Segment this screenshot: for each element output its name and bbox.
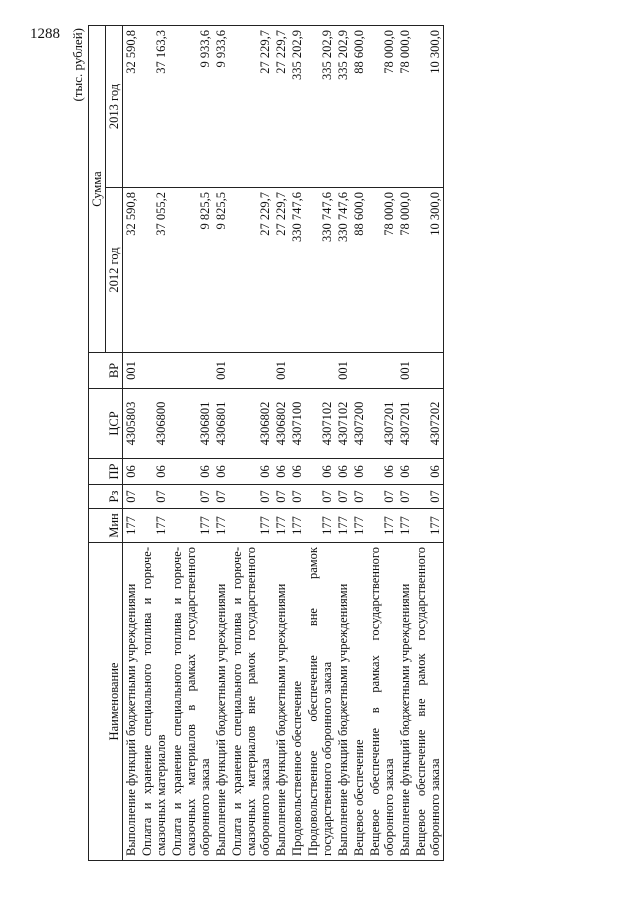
cell-2013: 9 933,6	[213, 26, 229, 188]
cell-rz: 07	[351, 485, 367, 509]
cell-rz: 07	[123, 485, 140, 509]
cell-2013: 78 000,0	[397, 26, 413, 188]
table-body	[123, 26, 444, 861]
cell-vr	[351, 353, 367, 389]
header-pr: ПР	[89, 459, 123, 485]
cell-2012: 330 747,6	[305, 188, 335, 353]
cell-vr	[229, 353, 273, 389]
cell-2012: 88 600,0	[351, 188, 367, 353]
cell-min: 177	[169, 509, 213, 543]
cell-name: Выполнение функций бюджетными учреждениями	[335, 543, 351, 861]
header-csr: ЦСР	[89, 389, 123, 459]
cell-2012: 78 000,0	[367, 188, 397, 353]
cell-2012: 37 055,2	[139, 188, 169, 353]
cell-rz: 07	[367, 485, 397, 509]
cell-min: 177	[351, 509, 367, 543]
cell-csr: 4307100	[289, 389, 305, 459]
cell-vr: 001	[397, 353, 413, 389]
table-row	[335, 26, 351, 861]
cell-2012: 32 590,8	[123, 188, 140, 353]
header-2012: 2012 год	[106, 188, 123, 353]
cell-2012: 10 300,0	[413, 188, 444, 353]
cell-vr: 001	[213, 353, 229, 389]
cell-2013: 335 202,9	[305, 26, 335, 188]
cell-pr: 06	[123, 459, 140, 485]
cell-csr: 4307201	[397, 389, 413, 459]
cell-min: 177	[289, 509, 305, 543]
cell-rz: 07	[305, 485, 335, 509]
header-2013: 2013 год	[106, 26, 123, 188]
cell-rz: 07	[335, 485, 351, 509]
cell-2012: 9 825,5	[169, 188, 213, 353]
table-header	[89, 26, 123, 861]
table-row	[289, 26, 305, 861]
cell-pr: 06	[273, 459, 289, 485]
cell-vr	[139, 353, 169, 389]
cell-vr	[289, 353, 305, 389]
cell-min: 177	[335, 509, 351, 543]
cell-vr: 001	[123, 353, 140, 389]
cell-2012: 9 825,5	[213, 188, 229, 353]
cell-csr: 4306802	[273, 389, 289, 459]
cell-name: Продовольственное обеспечение	[289, 543, 305, 861]
table-row	[397, 26, 413, 861]
header-name: Наименование	[89, 543, 123, 861]
header-sum: Сумма	[89, 26, 106, 353]
rotated-page	[30, 26, 570, 861]
cell-2012: 27 229,7	[273, 188, 289, 353]
cell-min: 177	[213, 509, 229, 543]
cell-rz: 07	[169, 485, 213, 509]
table-row	[169, 26, 213, 861]
cell-csr: 4306800	[139, 389, 169, 459]
cell-pr: 06	[413, 459, 444, 485]
cell-rz: 07	[229, 485, 273, 509]
cell-2013: 27 229,7	[229, 26, 273, 188]
cell-name: Выполнение функций бюджетными учреждениями	[273, 543, 289, 861]
table-row	[229, 26, 273, 861]
cell-pr: 06	[139, 459, 169, 485]
cell-csr: 4305803	[123, 389, 140, 459]
header-min: Мин	[89, 509, 123, 543]
cell-2012: 330 747,6	[335, 188, 351, 353]
cell-rz: 07	[213, 485, 229, 509]
table-row	[273, 26, 289, 861]
cell-name: Выполнение функций бюджетными учреждениями	[397, 543, 413, 861]
cell-csr: 4307202	[413, 389, 444, 459]
table-row	[305, 26, 335, 861]
cell-pr: 06	[305, 459, 335, 485]
cell-pr: 06	[335, 459, 351, 485]
cell-2013: 37 163,3	[139, 26, 169, 188]
header-vr: ВР	[89, 353, 123, 389]
cell-min: 177	[413, 509, 444, 543]
cell-name: Выполнение функций бюджетными учреждениями	[123, 543, 140, 861]
cell-csr: 4307201	[367, 389, 397, 459]
cell-min: 177	[305, 509, 335, 543]
cell-2013: 9 933,6	[169, 26, 213, 188]
cell-rz: 07	[413, 485, 444, 509]
cell-name: Вещевое обеспечение	[351, 543, 367, 861]
cell-vr: 001	[335, 353, 351, 389]
cell-rz: 07	[397, 485, 413, 509]
table-row	[367, 26, 397, 861]
cell-rz: 07	[289, 485, 305, 509]
cell-csr: 4306801	[213, 389, 229, 459]
cell-vr	[305, 353, 335, 389]
cell-pr: 06	[229, 459, 273, 485]
cell-2013: 10 300,0	[413, 26, 444, 188]
cell-2012: 330 747,6	[289, 188, 305, 353]
cell-pr: 06	[213, 459, 229, 485]
cell-2013: 335 202,9	[289, 26, 305, 188]
cell-name: Вещевое обеспечение вне рамок государственного оборонного заказа	[413, 543, 444, 861]
cell-2013: 27 229,7	[273, 26, 289, 188]
page-number: 1288	[30, 26, 60, 42]
cell-min: 177	[273, 509, 289, 543]
cell-vr: 001	[273, 353, 289, 389]
cell-pr: 06	[289, 459, 305, 485]
cell-2012: 78 000,0	[397, 188, 413, 353]
cell-csr: 4307200	[351, 389, 367, 459]
cell-name: Выполнение функций бюджетными учреждениями	[213, 543, 229, 861]
table-row	[123, 26, 140, 861]
cell-csr: 4307102	[335, 389, 351, 459]
cell-min: 177	[139, 509, 169, 543]
cell-name: Оплата и хранение специального топлива и горюче-смазочных материалов вне рамок государственного оборонного заказа	[229, 543, 273, 861]
table-row	[213, 26, 229, 861]
table-row	[139, 26, 169, 861]
cell-2013: 88 600,0	[351, 26, 367, 188]
cell-2013: 78 000,0	[367, 26, 397, 188]
cell-vr	[413, 353, 444, 389]
cell-csr: 4307102	[305, 389, 335, 459]
cell-2012: 27 229,7	[229, 188, 273, 353]
cell-name: Оплата и хранение специального топлива и горюче-смазочных материалов	[139, 543, 169, 861]
table-row	[351, 26, 367, 861]
cell-2013: 32 590,8	[123, 26, 140, 188]
cell-name: Вещевое обеспечение в рамках государственного оборонного заказа	[367, 543, 397, 861]
unit-note: (тыс. рублей)	[70, 28, 85, 102]
cell-min: 177	[367, 509, 397, 543]
cell-pr: 06	[169, 459, 213, 485]
cell-csr: 4306801	[169, 389, 213, 459]
cell-rz: 07	[139, 485, 169, 509]
cell-name: Оплата и хранение специального топлива и горюче-смазочных материалов в рамках государственного оборонного заказа	[169, 543, 213, 861]
cell-min: 177	[397, 509, 413, 543]
cell-csr: 4306802	[229, 389, 273, 459]
cell-min: 177	[123, 509, 140, 543]
table-row	[413, 26, 444, 861]
cell-pr: 06	[351, 459, 367, 485]
cell-vr	[367, 353, 397, 389]
cell-pr: 06	[397, 459, 413, 485]
header-rz: Рз	[89, 485, 123, 509]
cell-name: Продовольственное обеспечение вне рамок государственного оборонного заказа	[305, 543, 335, 861]
budget-table	[88, 25, 444, 861]
cell-vr	[169, 353, 213, 389]
cell-pr: 06	[367, 459, 397, 485]
cell-rz: 07	[273, 485, 289, 509]
cell-2013: 335 202,9	[335, 26, 351, 188]
cell-min: 177	[229, 509, 273, 543]
